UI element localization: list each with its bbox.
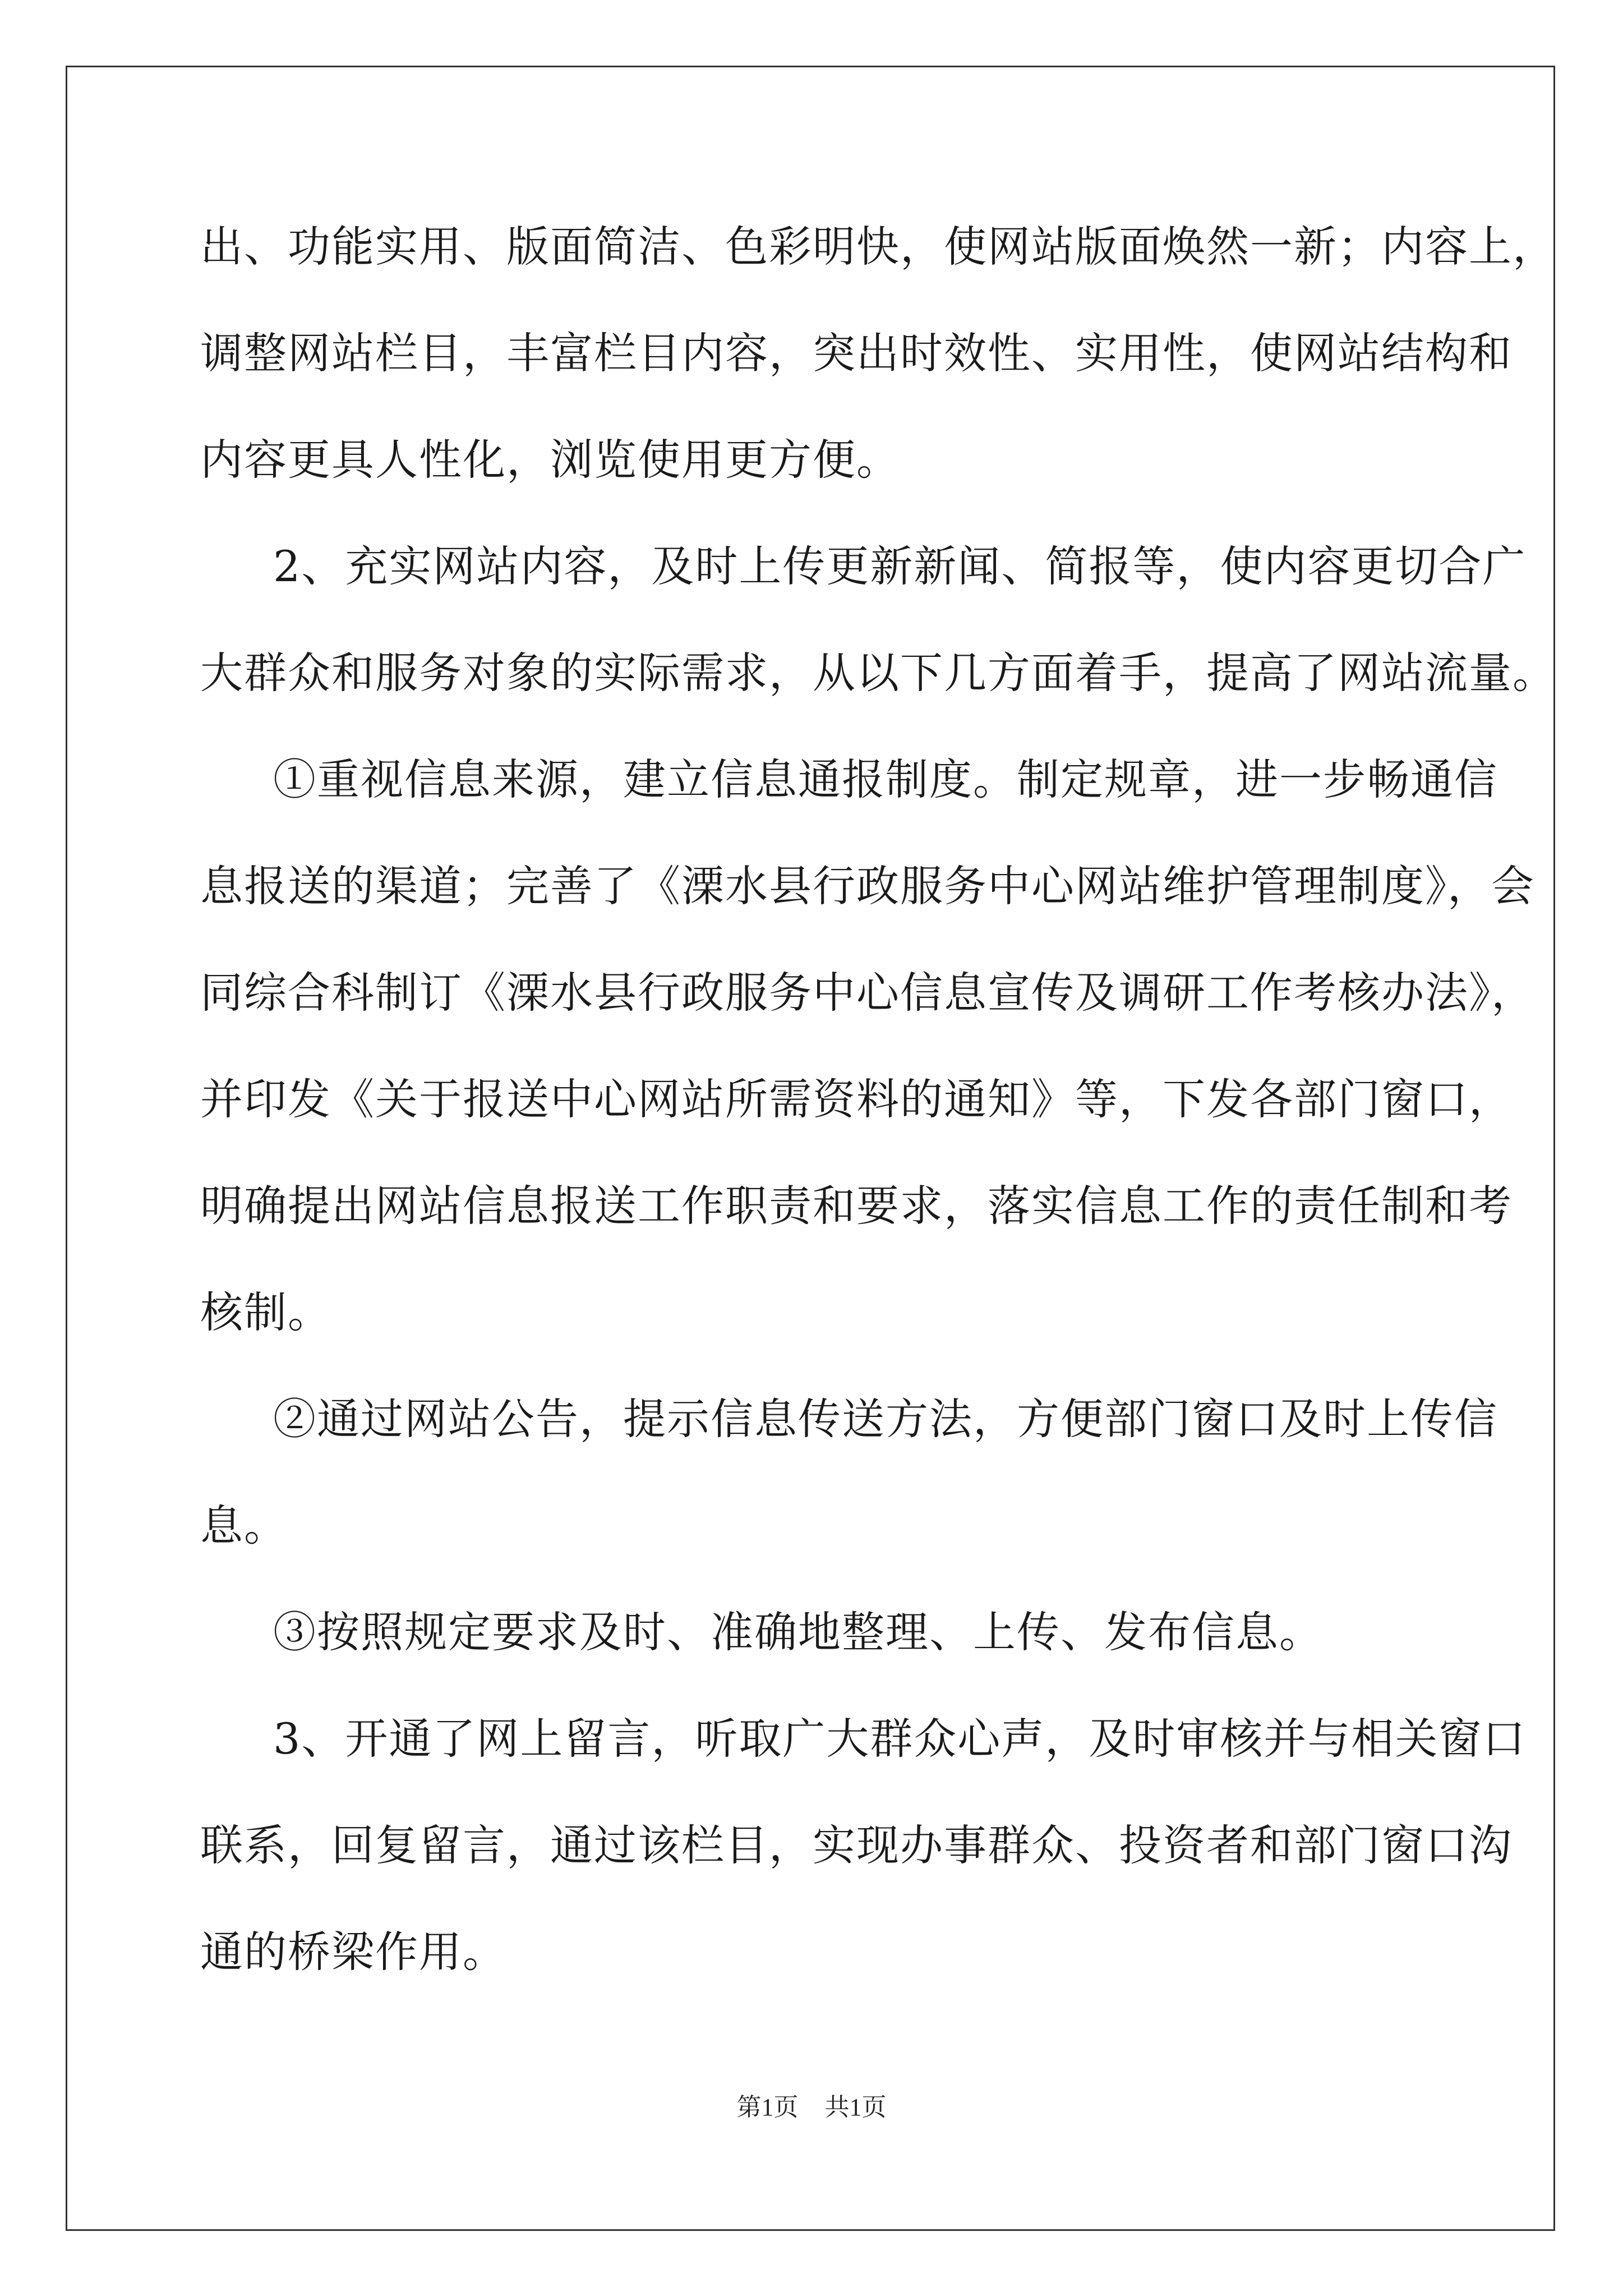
paragraph-start-line: ②通过网站公告，提示信息传送方法，方便部门窗口及时上传信	[273, 1394, 1498, 1444]
text-line: 大群众和服务对象的实际需求，从以下几方面着手，提高了网站流量。	[200, 648, 1556, 698]
text-line: 明确提出网站信息报送工作职责和要求，落实信息工作的责任制和考	[200, 1181, 1513, 1231]
page-number: 第1页	[736, 2093, 799, 2121]
text-line: 同综合科制订《溧水县行政服务中心信息宣传及调研工作考核办法》，	[200, 968, 1535, 1018]
paragraph-start-line: 3、开通了网上留言，听取广大群众心声，及时审核并与相关窗口	[273, 1714, 1527, 1764]
paragraph-start-line: ①重视信息来源，建立信息通报制度。制定规章，进一步畅通信	[273, 754, 1498, 804]
text-line: 调整网站栏目，丰富栏目内容，突出时效性、实用性，使网站结构和	[200, 328, 1513, 378]
paragraph-start-line: ③按照规定要求及时、准确地整理、上传、发布信息。	[273, 1607, 1323, 1657]
text-line: 息报送的渠道；完善了《溧水县行政服务中心网站维护管理制度》，会	[200, 861, 1535, 911]
text-line: 联系，回复留言，通过该栏目，实现办事群众、投资者和部门窗口沟	[200, 1820, 1513, 1870]
text-line: 通的桥梁作用。	[200, 1927, 506, 1977]
text-line: 核制。	[200, 1287, 331, 1337]
text-line: 并印发《关于报送中心网站所需资料的通知》等，下发各部门窗口，	[200, 1074, 1513, 1124]
paragraph-start-line: 2、充实网站内容，及时上传更新新闻、简报等，使内容更切合广	[273, 541, 1527, 591]
page-total: 共1页	[824, 2093, 887, 2121]
text-line: 内容更具人性化，浏览使用更方便。	[200, 435, 900, 485]
text-line: 出、功能实用、版面简洁、色彩明快，使网站版面焕然一新；内容上，	[200, 222, 1556, 272]
page-footer	[0, 2087, 1623, 2123]
page-border	[66, 66, 1555, 2231]
text-line: 息。	[200, 1501, 288, 1550]
